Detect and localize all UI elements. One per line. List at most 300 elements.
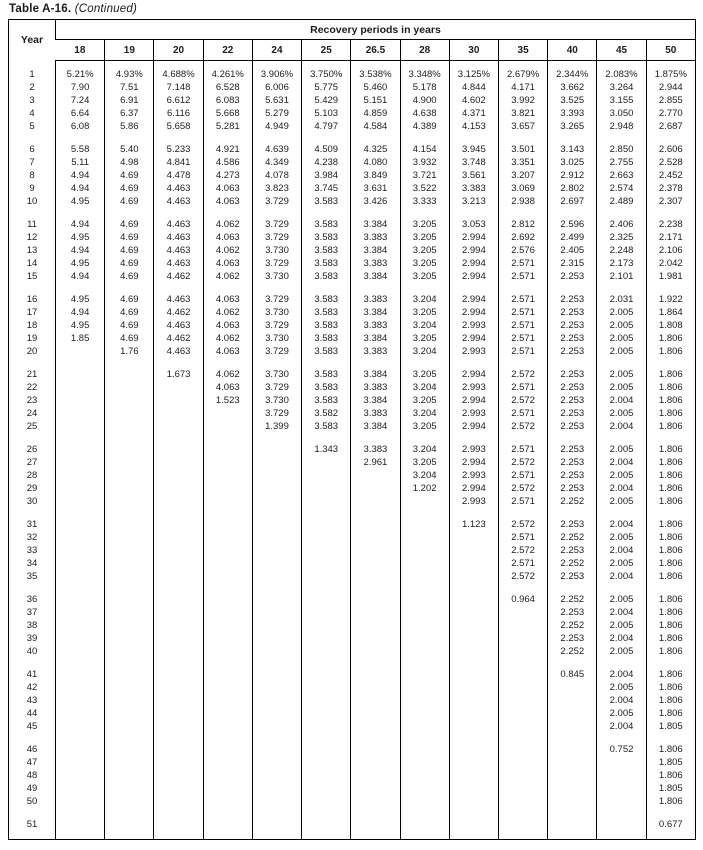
rate-cell: 2.005 (597, 469, 646, 482)
year-cell: 13 (26, 245, 38, 256)
rate-cell (203, 694, 252, 707)
spacer-cell (203, 133, 252, 143)
rate-cell (302, 720, 351, 733)
rate-cell: 4.859 (351, 107, 400, 120)
rate-cell: 4.062 (203, 332, 252, 345)
year-cell: 35 (26, 571, 38, 582)
rate-cell: 3.205 (400, 257, 449, 270)
rate-cell: 4.154 (400, 143, 449, 156)
rate-cell (449, 769, 498, 782)
rate-cell: 6.08 (56, 120, 105, 133)
rate-cell (400, 782, 449, 795)
rate-cell (302, 782, 351, 795)
rate-cell: 4.261% (203, 68, 252, 81)
rate-cell (449, 632, 498, 645)
rate-cell: 4.94 (56, 182, 105, 195)
rate-cell: 4.69 (105, 319, 154, 332)
rate-cell (56, 482, 105, 495)
recovery-period-column-header: 22 (203, 40, 252, 61)
rate-cell: 2.912 (548, 169, 597, 182)
rate-cell (548, 707, 597, 720)
rate-cell: 2.571 (498, 469, 547, 482)
rate-cell (56, 606, 105, 619)
spacer-cell (9, 733, 56, 743)
table-row (9, 68, 696, 81)
spacer-cell (498, 61, 547, 69)
rate-cell: 4.463 (154, 257, 203, 270)
rate-cell: 2.994 (449, 244, 498, 257)
rate-cell: 3.383 (351, 381, 400, 394)
rate-cell: 4.509 (302, 143, 351, 156)
spacer-cell (597, 433, 646, 443)
rate-cell: 4.797 (302, 120, 351, 133)
rate-cell: 3.729 (252, 381, 301, 394)
rate-cell: 1.806 (646, 707, 695, 720)
rate-cell (498, 707, 547, 720)
rate-cell: 2.850 (597, 143, 646, 156)
rate-cell (498, 795, 547, 808)
rate-cell (105, 707, 154, 720)
rate-cell: 2.005 (597, 306, 646, 319)
rate-cell (302, 707, 351, 720)
rate-cell: 1.922 (646, 293, 695, 306)
rate-cell: 3.025 (548, 156, 597, 169)
spacer-cell (597, 808, 646, 818)
rate-cell: 1.864 (646, 306, 695, 319)
rate-cell (498, 782, 547, 795)
rate-cell: 1.85 (56, 332, 105, 345)
spacer-cell (56, 831, 105, 840)
rate-cell: 2.253 (548, 381, 597, 394)
rate-cell (302, 456, 351, 469)
page-title (9, 3, 703, 15)
rate-cell (302, 619, 351, 632)
spacer-cell (449, 433, 498, 443)
rate-cell: 4.841 (154, 156, 203, 169)
rate-cell (302, 495, 351, 508)
rate-cell: 4.462 (154, 270, 203, 283)
rate-cell: 2.253 (548, 606, 597, 619)
spacer-cell (154, 583, 203, 593)
table-row (9, 368, 696, 381)
rate-cell: 2.405 (548, 244, 597, 257)
rate-cell: 4.063 (203, 293, 252, 306)
rate-cell: 3.501 (498, 143, 547, 156)
spacer-cell (351, 61, 400, 69)
spacer-cell (302, 61, 351, 69)
table-row (9, 720, 696, 733)
recovery-periods-group-header: Recovery periods in years (56, 20, 696, 40)
rate-cell (302, 694, 351, 707)
spacer-cell (351, 283, 400, 293)
rate-cell: 1.806 (646, 469, 695, 482)
year-cell: 32 (26, 532, 38, 543)
rate-cell (548, 782, 597, 795)
rate-cell: 3.204 (400, 381, 449, 394)
rate-cell: 5.103 (302, 107, 351, 120)
rate-cell: 4.063 (203, 381, 252, 394)
rate-cell: 3.583 (302, 195, 351, 208)
rate-cell: 3.750% (302, 68, 351, 81)
spacer-cell (548, 508, 597, 518)
rate-cell (154, 495, 203, 508)
rate-cell: 2.252 (548, 557, 597, 570)
table-row (9, 332, 696, 345)
rate-cell (105, 557, 154, 570)
rate-cell: 2.031 (597, 293, 646, 306)
rate-cell (302, 795, 351, 808)
spacer-cell (56, 283, 105, 293)
spacer-cell (597, 358, 646, 368)
rate-cell (203, 756, 252, 769)
rate-cell: 2.004 (597, 544, 646, 557)
table-row (9, 345, 696, 358)
rate-cell: 2.344% (548, 68, 597, 81)
rate-cell: 3.730 (252, 270, 301, 283)
spacer-row (9, 61, 696, 69)
rate-cell (105, 681, 154, 694)
rate-cell: 3.205 (400, 270, 449, 283)
recovery-period-column-header: 18 (56, 40, 105, 61)
spacer-cell (9, 283, 56, 293)
rate-cell: 2.253 (548, 420, 597, 433)
table-row (9, 645, 696, 658)
rate-cell: 3.729 (252, 407, 301, 420)
rate-cell: 3.721 (400, 169, 449, 182)
rate-cell (154, 769, 203, 782)
rate-cell: 4.69 (105, 332, 154, 345)
rate-cell: 3.748 (449, 156, 498, 169)
recovery-period-column-header: 45 (597, 40, 646, 61)
rate-cell (252, 694, 301, 707)
rate-cell: 3.204 (400, 319, 449, 332)
rate-cell: 3.932 (400, 156, 449, 169)
spacer-cell (154, 433, 203, 443)
rate-cell: 3.207 (498, 169, 547, 182)
rate-cell (252, 570, 301, 583)
year-cell: 31 (26, 519, 38, 530)
rate-cell (400, 544, 449, 557)
spacer-cell (548, 808, 597, 818)
year-cell: 46 (26, 744, 38, 755)
rate-cell: 4.080 (351, 156, 400, 169)
rate-cell: 4.063 (203, 195, 252, 208)
rate-cell (203, 645, 252, 658)
rate-cell: 1.806 (646, 332, 695, 345)
rate-cell: 3.823 (252, 182, 301, 195)
rate-cell: 2.005 (597, 381, 646, 394)
rate-cell: 2.802 (548, 182, 597, 195)
rate-cell (449, 720, 498, 733)
rate-cell: 3.383 (449, 182, 498, 195)
rate-cell (498, 769, 547, 782)
table-row (9, 94, 696, 107)
spacer-cell (302, 583, 351, 593)
rate-cell: 3.538% (351, 68, 400, 81)
rate-cell: 2.253 (548, 407, 597, 420)
spacer-cell (252, 433, 301, 443)
rate-cell (302, 818, 351, 831)
rate-cell: 2.692 (498, 231, 547, 244)
rate-cell: 2.004 (597, 420, 646, 433)
spacer-cell (302, 358, 351, 368)
rate-cell: 1.806 (646, 518, 695, 531)
rate-cell (203, 518, 252, 531)
rate-cell: 3.264 (597, 81, 646, 94)
rate-cell (105, 818, 154, 831)
rate-cell: 1.806 (646, 681, 695, 694)
spacer-row (9, 433, 696, 443)
year-cell: 48 (26, 770, 38, 781)
rate-cell: 2.101 (597, 270, 646, 283)
table-body (9, 61, 696, 840)
spacer-cell (302, 831, 351, 840)
rate-cell: 1.806 (646, 668, 695, 681)
rate-cell (154, 570, 203, 583)
rate-cell (56, 668, 105, 681)
rate-cell (56, 681, 105, 694)
rate-cell: 2.948 (597, 120, 646, 133)
year-cell: 22 (26, 382, 38, 393)
rate-cell: 3.204 (400, 293, 449, 306)
spacer-cell (351, 583, 400, 593)
rate-cell (498, 606, 547, 619)
rate-cell: 2.574 (597, 182, 646, 195)
rate-cell (56, 694, 105, 707)
rate-cell: 3.583 (302, 420, 351, 433)
rate-cell: 3.729 (252, 345, 301, 358)
spacer-cell (449, 133, 498, 143)
table-number-label: Table A-16. (9, 3, 72, 15)
rate-cell: 3.205 (400, 231, 449, 244)
spacer-cell (105, 808, 154, 818)
rate-cell: 4.325 (351, 143, 400, 156)
rate-cell: 3.583 (302, 231, 351, 244)
rate-cell: 1.806 (646, 606, 695, 619)
spacer-cell (498, 658, 547, 668)
rate-cell: 4.063 (203, 319, 252, 332)
rate-cell: 4.949 (252, 120, 301, 133)
rate-cell (56, 619, 105, 632)
rate-cell: 1.806 (646, 743, 695, 756)
table-row (9, 593, 696, 606)
rate-cell (203, 456, 252, 469)
rate-cell: 1.806 (646, 381, 695, 394)
rate-cell (105, 570, 154, 583)
rate-cell (449, 668, 498, 681)
rate-cell (252, 720, 301, 733)
rate-cell: 3.050 (597, 107, 646, 120)
rate-cell: 3.631 (351, 182, 400, 195)
rate-cell (351, 681, 400, 694)
rate-cell: 5.40 (105, 143, 154, 156)
rate-cell: 3.583 (302, 257, 351, 270)
rate-cell: 1.806 (646, 694, 695, 707)
rate-cell (56, 495, 105, 508)
rate-cell: 3.657 (498, 120, 547, 133)
rate-cell: 5.233 (154, 143, 203, 156)
rate-cell (351, 707, 400, 720)
rate-cell: 3.348% (400, 68, 449, 81)
spacer-cell (203, 61, 252, 69)
spacer-cell (400, 61, 449, 69)
rate-cell: 2.005 (597, 531, 646, 544)
table-row (9, 557, 696, 570)
rate-cell: 1.808 (646, 319, 695, 332)
rate-cell: 4.98 (105, 156, 154, 169)
rate-cell: 2.005 (597, 557, 646, 570)
spacer-cell (252, 508, 301, 518)
table-row (9, 570, 696, 583)
rate-cell: 2.994 (449, 394, 498, 407)
rate-cell: 3.383 (351, 407, 400, 420)
table-row (9, 156, 696, 169)
rate-cell (400, 818, 449, 831)
spacer-cell (203, 733, 252, 743)
rate-cell (105, 531, 154, 544)
rate-cell: 2.005 (597, 495, 646, 508)
spacer-cell (105, 508, 154, 518)
rate-cell: 3.583 (302, 394, 351, 407)
rate-cell: 7.148 (154, 81, 203, 94)
rate-cell (548, 681, 597, 694)
rate-cell: 5.429 (302, 94, 351, 107)
rate-cell: 3.069 (498, 182, 547, 195)
rate-cell (203, 619, 252, 632)
table-row (9, 195, 696, 208)
rate-cell: 2.572 (498, 518, 547, 531)
rate-cell: 3.204 (400, 443, 449, 456)
rate-cell: 2.994 (449, 257, 498, 270)
spacer-cell (56, 358, 105, 368)
rate-cell (400, 619, 449, 632)
rate-cell: 2.253 (548, 270, 597, 283)
rate-cell: 2.994 (449, 456, 498, 469)
spacer-cell (449, 61, 498, 69)
rate-cell: 2.489 (597, 195, 646, 208)
rate-cell (302, 606, 351, 619)
rate-cell: 2.528 (646, 156, 695, 169)
rate-cell (105, 694, 154, 707)
year-cell: 2 (29, 82, 35, 93)
rate-cell: 2.596 (548, 218, 597, 231)
rate-cell: 2.252 (548, 645, 597, 658)
spacer-cell (498, 283, 547, 293)
rate-cell (400, 795, 449, 808)
rate-cell (56, 368, 105, 381)
rate-cell (154, 782, 203, 795)
spacer-row (9, 133, 696, 143)
rate-cell (548, 756, 597, 769)
spacer-cell (351, 508, 400, 518)
rate-cell: 1.673 (154, 368, 203, 381)
rate-cell (302, 632, 351, 645)
rate-cell: 2.993 (449, 443, 498, 456)
rate-cell (302, 518, 351, 531)
rate-cell (252, 645, 301, 658)
rate-cell: 4.900 (400, 94, 449, 107)
rate-cell: 3.204 (400, 469, 449, 482)
rate-cell (400, 743, 449, 756)
rate-cell: 6.612 (154, 94, 203, 107)
year-cell: 24 (26, 408, 38, 419)
rate-cell: 2.005 (597, 681, 646, 694)
rate-cell: 3.204 (400, 345, 449, 358)
rate-cell: 3.383 (351, 231, 400, 244)
rate-cell (56, 707, 105, 720)
rate-cell (56, 469, 105, 482)
year-cell: 1 (29, 69, 35, 80)
rate-cell: 2.994 (449, 293, 498, 306)
rate-cell (351, 544, 400, 557)
rate-cell: 4.062 (203, 368, 252, 381)
spacer-cell (646, 733, 695, 743)
rate-cell (203, 495, 252, 508)
year-cell: 18 (26, 320, 38, 331)
rate-cell: 2.812 (498, 218, 547, 231)
rate-cell (351, 619, 400, 632)
spacer-cell (498, 208, 547, 218)
spacer-cell (400, 831, 449, 840)
rate-cell: 4.371 (449, 107, 498, 120)
rate-cell (56, 645, 105, 658)
rate-cell: 2.994 (449, 368, 498, 381)
rate-cell (252, 518, 301, 531)
rate-cell: 2.005 (597, 345, 646, 358)
rate-cell: 2.571 (498, 257, 547, 270)
rate-cell: 4.463 (154, 231, 203, 244)
spacer-cell (252, 583, 301, 593)
rate-cell (56, 443, 105, 456)
rate-cell: 1.123 (449, 518, 498, 531)
rate-cell: 4.063 (203, 345, 252, 358)
rate-cell (105, 606, 154, 619)
spacer-cell (105, 733, 154, 743)
rate-cell (351, 694, 400, 707)
rate-cell (302, 593, 351, 606)
table-continued-label: (Continued) (74, 3, 137, 15)
rate-cell: 2.004 (597, 668, 646, 681)
year-cell: 44 (26, 708, 38, 719)
rate-cell (548, 720, 597, 733)
rate-cell (203, 420, 252, 433)
rate-cell: 3.205 (400, 244, 449, 257)
rate-cell (203, 531, 252, 544)
spacer-cell (597, 133, 646, 143)
rate-cell (400, 769, 449, 782)
rate-cell: 4.94 (56, 169, 105, 182)
rate-cell: 2.938 (498, 195, 547, 208)
rate-cell (449, 707, 498, 720)
rate-cell: 4.273 (203, 169, 252, 182)
rate-cell (252, 606, 301, 619)
spacer-cell (9, 433, 56, 443)
rate-cell: 4.95 (56, 231, 105, 244)
table-row (9, 270, 696, 283)
spacer-cell (548, 733, 597, 743)
table-row (9, 694, 696, 707)
rate-cell: 3.729 (252, 218, 301, 231)
year-cell: 16 (26, 294, 38, 305)
rate-cell: 2.171 (646, 231, 695, 244)
rate-cell: 4.462 (154, 332, 203, 345)
rate-cell: 2.253 (548, 443, 597, 456)
rate-cell: 2.253 (548, 345, 597, 358)
rate-cell (351, 518, 400, 531)
spacer-cell (646, 283, 695, 293)
rate-cell: 2.755 (597, 156, 646, 169)
rate-cell: 2.993 (449, 495, 498, 508)
